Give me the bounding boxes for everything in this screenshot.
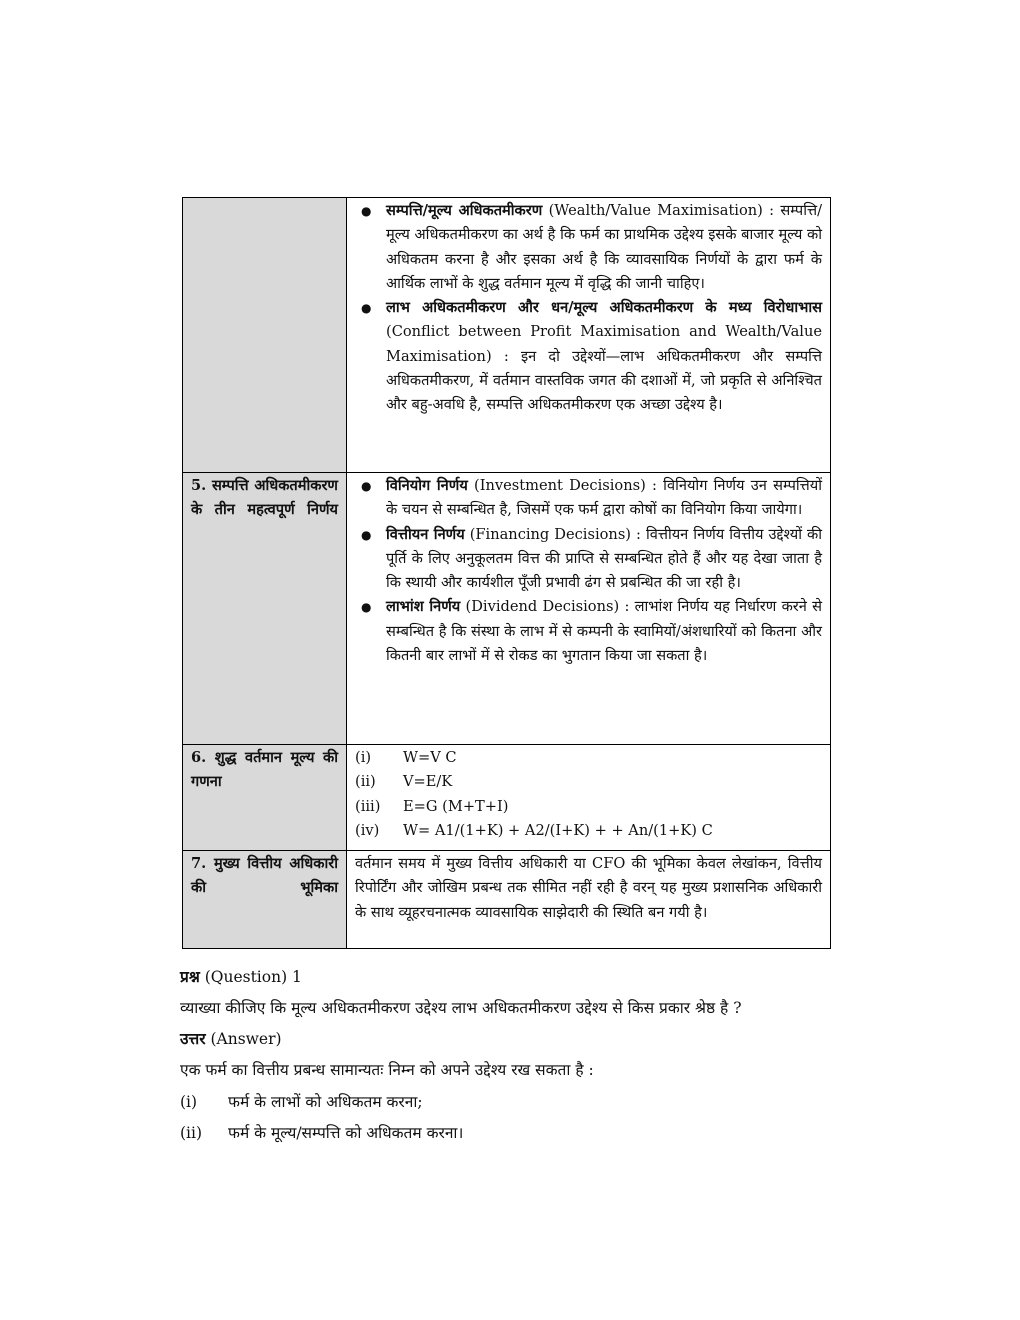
table-row xyxy=(183,745,831,851)
row-content: वर्तमान समय में मुख्य वित्तीय अधिकारी या CFO की भूमिका केवल लेखांकन, वित्तीय रिपोर्टिंग और जोखिम प्रबन्ध तक सीमित नहीं रही है वरन् यह मुख्य प्रशासनिक अधिकारी के साथ व्यूहरचनात्मक व्यावसायिक साझेदारी की स्थिति बन गयी है। xyxy=(347,851,831,949)
bullet-title: लाभ अधिकतमीकरण और धन/मूल्य अधिकतमीकरण के मध्य विरोधाभास xyxy=(386,299,822,317)
list-item xyxy=(180,1118,834,1149)
formula-item xyxy=(355,795,822,819)
bullet-text: (Investment Decisions) : विनियोग निर्णय उन सम्पत्तियों के चयन से सम्बन्धित है, जिसमें एक फर्म द्वारा कोषों का विनियोग किया जायेगा। xyxy=(386,477,822,519)
row-content xyxy=(347,473,831,745)
list-item xyxy=(355,595,822,668)
list-item xyxy=(355,523,822,596)
formula-text: V=E/K xyxy=(403,773,453,791)
formula-item xyxy=(355,819,822,843)
question-heading xyxy=(180,962,834,993)
formula-text: E=G (M+T+I) xyxy=(403,797,509,815)
question-heading-en: (Question) 1 xyxy=(204,968,302,986)
formula-item xyxy=(355,746,822,770)
table-row xyxy=(183,473,831,745)
bullet-text: (Wealth/Value Maximisation) : सम्पत्ति/मूल्य अधिकतमीकरण का अर्थ है कि फर्म का प्राथमिक उद्देश्य इसके बाजार मूल्य को अधिकतम करना है और इसका अर्थ है कि व्यावसायिक निर्णयों के द्वारा फर्म के आर्थिक लाभों के शुद्ध वर्तमान मूल्य में वृद्धि की जानी चाहिए। xyxy=(386,202,822,292)
question-text: व्याख्या कीजिए कि मूल्य अधिकतमीकरण उद्देश्य लाभ अधिकतमीकरण उद्देश्य से किस प्रकार श्रेष्ठ है ? xyxy=(180,999,742,1017)
list-item xyxy=(355,474,822,523)
list-item xyxy=(355,199,822,296)
list-item xyxy=(355,296,822,417)
formula-text: W= A1/(1+K) + A2/(I+K) + + An/(1+K) C xyxy=(403,821,713,839)
formula-number: (iii) xyxy=(355,797,381,815)
item-text: फर्म के लाभों को अधिकतम करना; xyxy=(228,1093,423,1111)
answer-heading xyxy=(180,1024,834,1055)
answer-heading-en: (Answer) xyxy=(210,1030,282,1048)
row-label xyxy=(183,198,347,473)
list-item xyxy=(180,1087,834,1118)
item-number: (ii) xyxy=(180,1124,203,1142)
formula-number: (ii) xyxy=(355,773,376,791)
question-heading-hi: प्रश्न xyxy=(180,967,200,986)
bullet-text: (Financing Decisions) : वित्तीयन निर्णय वित्तीय उद्देश्यों की पूर्ति के लिए अनुकूलतम वित्त की प्राप्ति से सम्बन्धित होते हैं और यह देखा जाता है कि स्थायी और कार्यशील पूँजी प्रभावी ढंग से प्रबन्धित की जा रही है। xyxy=(386,525,822,592)
table-row xyxy=(183,851,831,949)
row-content xyxy=(347,745,831,851)
answer-intro: एक फर्म का वित्तीय प्रबन्ध सामान्यतः निम्न को अपने उद्देश्य रख सकता है : xyxy=(180,1061,594,1079)
bullet-title: विनियोग निर्णय xyxy=(386,477,468,494)
item-number: (i) xyxy=(180,1093,198,1111)
row-label: 5. सम्पत्ति अधिकतमीकरण के तीन महत्वपूर्ण निर्णय xyxy=(183,473,347,745)
bullet-title: लाभांश निर्णय xyxy=(386,598,461,616)
answer-heading-hi: उत्तर xyxy=(180,1029,206,1048)
bullet-text: (Conflict between Profit Maximisation and Wealth/Value Maximisation) : इन दो उद्देश्यों—लाभ अधिकतमीकरण और सम्पत्ति अधिकतमीकरण, में वर्तमान वास्तविक जगत की दशाओं में, जो प्रकृति से अनिश्चित और बहु-अवधि है, सम्पत्ति अधिकतमीकरण एक अच्छा उद्देश्य है। xyxy=(386,323,822,414)
bullet-text: (Dividend Decisions) : लाभांश निर्णय यह निर्धारण करने से सम्बन्धित है कि संस्था के लाभ में से कम्पनी के स्वामियों/अंशधारियों को कितना और कितनी बार लाभों में से रोकड का भुगतान किया जा सकता है। xyxy=(386,598,822,665)
row-content xyxy=(347,198,831,473)
bullet-title: सम्पत्ति/मूल्य अधिकतमीकरण xyxy=(386,202,543,219)
formula-number: (i) xyxy=(355,749,372,766)
row-label: 6. शुद्ध वर्तमान मूल्य की गणना xyxy=(183,745,347,851)
summary-table xyxy=(182,197,831,949)
formula-number: (iv) xyxy=(355,821,380,839)
formula-item xyxy=(355,770,822,794)
bullet-title: वित्तीयन निर्णय xyxy=(386,525,465,543)
table-row xyxy=(183,198,831,473)
row-label: 7. मुख्य वित्तीय अधिकारी की भूमिका xyxy=(183,851,347,949)
item-text: फर्म के मूल्य/सम्पत्ति को अधिकतम करना। xyxy=(228,1124,464,1142)
formula-text: W=V C xyxy=(403,749,457,766)
